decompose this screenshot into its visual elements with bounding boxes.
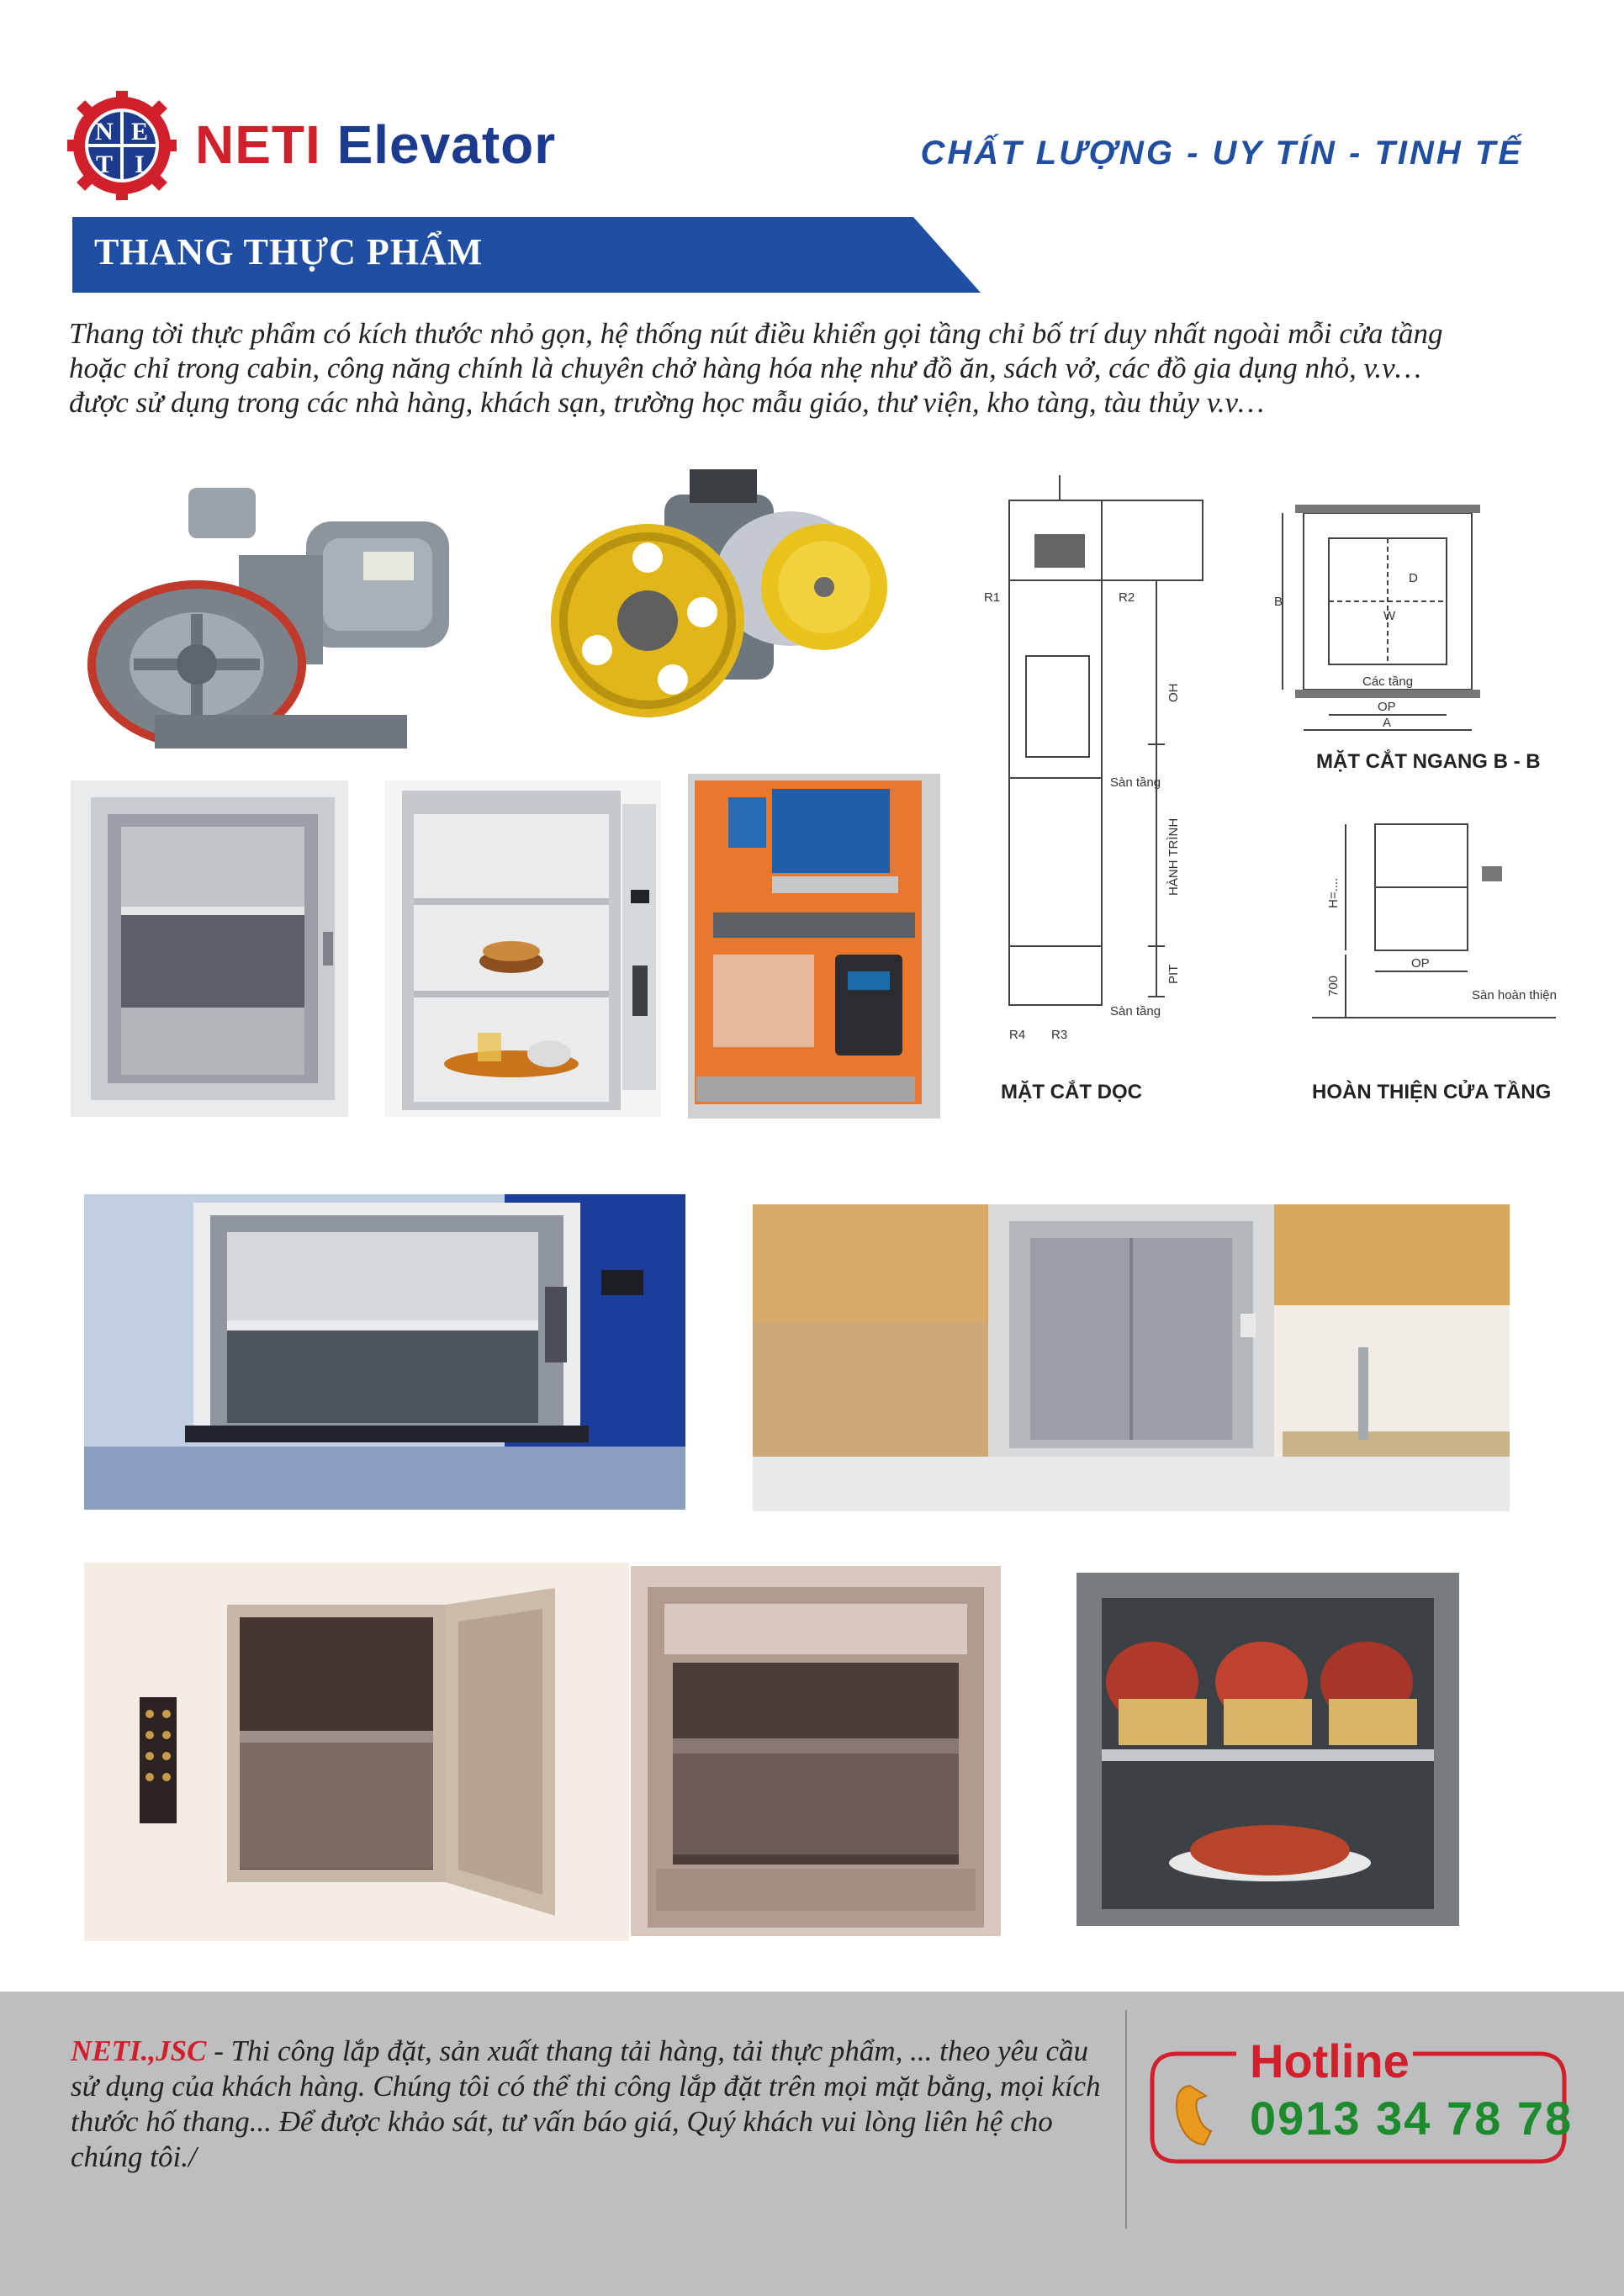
intro-paragraph — [69, 316, 1566, 420]
label-a: A — [1383, 716, 1392, 730]
phone-icon — [1177, 2086, 1211, 2145]
dumbwaiter-door-photo — [71, 780, 348, 1117]
logo-letter-t: T — [95, 151, 114, 178]
neti-logo — [67, 91, 177, 200]
logo-letter-n: N — [95, 118, 114, 145]
dumbwaiter-kitchen-photo — [753, 1204, 1510, 1511]
label-san-tang-lower: Sàn tầng — [1110, 1004, 1161, 1018]
dumbwaiter-food-baskets-photo — [1068, 1573, 1468, 1951]
horizontal-section-drawing — [1270, 505, 1514, 740]
brand-name — [195, 114, 556, 176]
label-r2: R2 — [1119, 590, 1135, 605]
intro-line: được sử dụng trong các nhà hàng, khách sạn, trường học mẫu giáo, thư viện, kho tàng, tàu thủy v.v… — [69, 386, 1265, 419]
label-d: D — [1409, 571, 1418, 585]
logo-letter-i: I — [135, 151, 145, 178]
label-b: B — [1274, 595, 1283, 609]
traction-motor-photo-2 — [538, 461, 900, 755]
control-panel-photo — [688, 774, 940, 1119]
label-700: 700 — [1326, 975, 1341, 997]
dumbwaiter-stainless-cabin-photo — [631, 1566, 1001, 1936]
caption-horizontal-section: MẶT CẮT NGANG B - B — [1316, 750, 1541, 773]
dumbwaiter-food-cabin-photo — [385, 780, 661, 1117]
label-h: H=.... — [1326, 877, 1341, 908]
logo-letter-e: E — [130, 118, 149, 145]
label-san-hoan-thien: Sàn hoàn thiện — [1472, 988, 1557, 1003]
section-title: THANG THỰC PHẨM — [94, 231, 484, 272]
intro-line: hoặc chỉ trong cabin, công năng chính là chuyên chở hàng hóa nhẹ như đồ ăn, sách vở, các đồ gia dụng nhỏ, v.v… — [69, 352, 1421, 384]
footer-description — [71, 2034, 1114, 2175]
label-op: OP — [1378, 700, 1396, 714]
footer-divider — [1125, 2010, 1127, 2229]
label-r4: R4 — [1009, 1028, 1026, 1042]
hotline-label: Hotline — [1250, 2034, 1410, 2087]
caption-vertical-section: MẶT CẮT DỌC — [1001, 1081, 1142, 1103]
hotline-number[interactable]: 0913 34 78 78 — [1250, 2092, 1574, 2145]
brand-name-neti: NETI — [195, 114, 321, 175]
label-cac-tang: Các tầng — [1362, 675, 1414, 689]
brand-name-elevator: Elevator — [320, 114, 557, 175]
intro-line: Thang tời thực phẩm có kích thước nhỏ gọn, hệ thống nút điều khiển gọi tầng chỉ bố trí duy nhất ngoài mỗi cửa tầng — [69, 317, 1443, 350]
label-w: W — [1383, 609, 1396, 623]
door-finish-drawing — [1295, 816, 1564, 1043]
label-san-tang-upper: Sàn tầng — [1110, 775, 1161, 790]
label-oh: OH — [1166, 683, 1181, 702]
logo-gear-icon — [67, 91, 177, 200]
dumbwaiter-blue-wall-photo — [84, 1194, 685, 1510]
tagline: CHẤT LƯỢNG - UY TÍN - TINH TẾ — [920, 135, 1523, 172]
label-r3: R3 — [1051, 1028, 1068, 1042]
caption-door-finish: HOÀN THIỆN CỬA TẦNG — [1312, 1081, 1552, 1103]
footer-company-name: NETI.,JSC — [71, 2034, 207, 2067]
footer-description-text: - Thi công lắp đặt, sản xuất thang tải hàng, tải thực phẩm, ... theo yêu cầu sử dụng của khách hàng. Chúng tôi có thể thi công lắp đặt trên mọi mặt bằng, mọi kích thước hố thang... Để được khảo sát, tư vấn báo giá, Quý khách vui lòng liên hệ cho chúng tôi./ — [71, 2034, 1101, 2173]
vertical-section-drawing — [959, 458, 1211, 1047]
dumbwaiter-open-door-photo — [84, 1563, 629, 1941]
traction-motor-photo-1 — [71, 471, 474, 757]
label-hanh-trinh: HÀNH TRÌNH — [1166, 817, 1181, 896]
label-r1: R1 — [984, 590, 1001, 605]
label-op-door: OP — [1411, 956, 1430, 971]
label-pit: PIT — [1166, 964, 1181, 984]
